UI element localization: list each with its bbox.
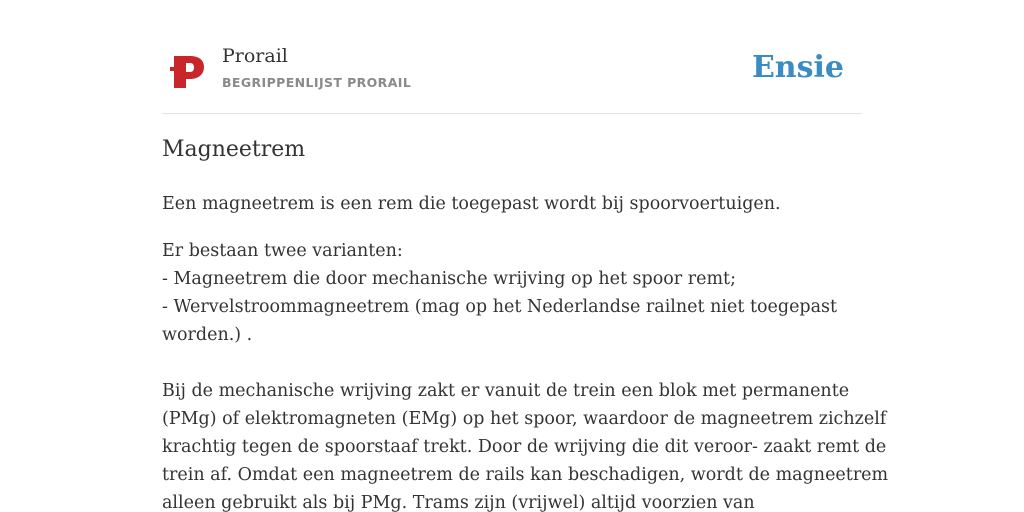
ensie-logo[interactable]: Ensie xyxy=(751,50,844,85)
body-line: Er bestaan twee varianten: xyxy=(162,241,403,261)
page-container xyxy=(162,0,889,512)
body-line: trein af. Omdat een magneetrem de rails kan beschadigen, wordt de magneetrem xyxy=(162,465,889,485)
paragraph-gap xyxy=(162,349,862,377)
prorail-logo-icon[interactable] xyxy=(170,52,206,92)
brand-subtitle[interactable]: BEGRIPPENLIJST PRORAIL xyxy=(222,75,412,90)
body-line: - Wervelstroommagneetrem (mag op het Nederlandse railnet niet toegepast xyxy=(162,297,838,317)
page-title: Magneetrem xyxy=(162,137,306,162)
body-line: alleen gebruikt als bij PMg. Trams zijn (vrijwel) altijd voorzien van xyxy=(162,493,755,512)
body-line: Bij de mechanische wrijving zakt er vanuit de trein een blok met permanente xyxy=(162,381,850,401)
header xyxy=(162,0,862,114)
definition-body xyxy=(162,237,889,512)
intro-paragraph: Een magneetrem is een rem die toegepast wordt bij spoorvoertuigen. xyxy=(162,194,781,214)
body-line: worden.) . xyxy=(162,325,253,345)
body-line: - Magneetrem die door mechanische wrijving op het spoor remt; xyxy=(162,269,736,289)
body-line: (PMg) of elektromagneten (EMg) op het spoor, waardoor de magneetrem zichzelf xyxy=(162,409,887,429)
body-line: krachtig tegen de spoorstaaf trekt. Door de wrijving die dit veroor- zaakt remt de xyxy=(162,437,887,457)
brand-title[interactable]: Prorail xyxy=(222,45,288,67)
